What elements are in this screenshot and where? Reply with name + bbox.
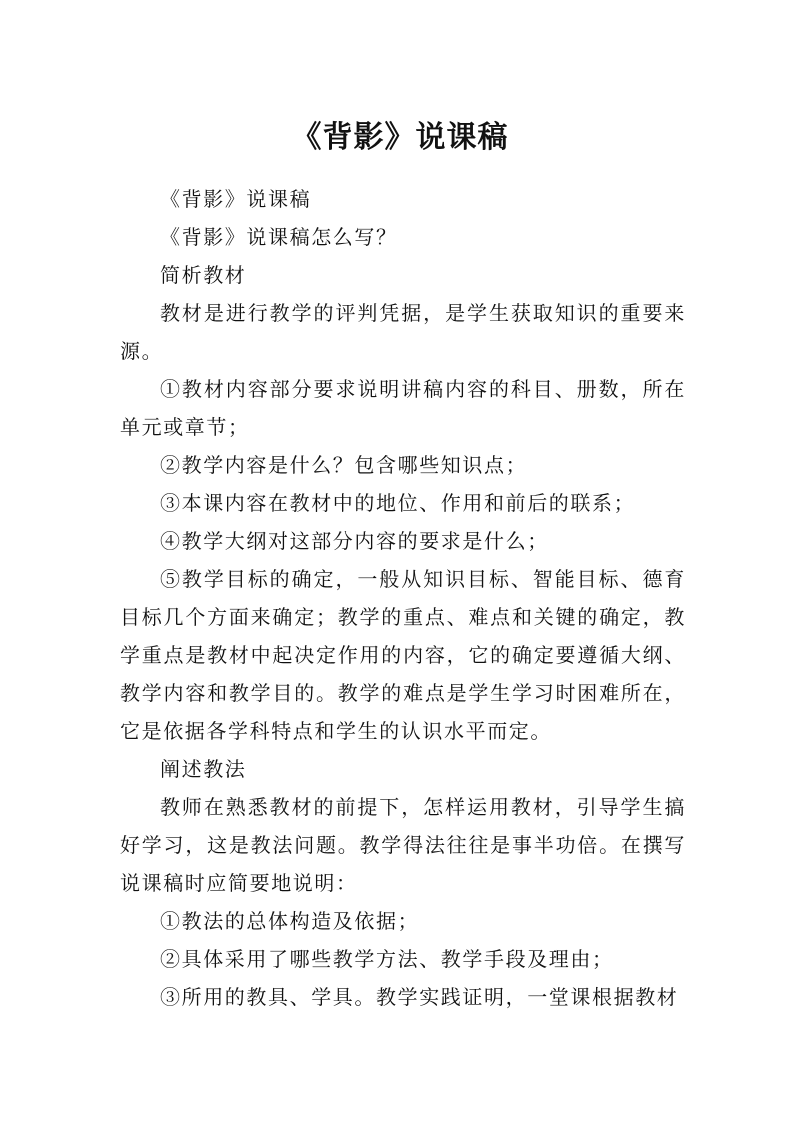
list-item: ②具体采用了哪些教学方法、教学手段及理由； xyxy=(160,947,614,971)
list-item: ⑤教学目标的确定，一般从知识目标、智能目标、德育目标几个方面来确定；教学的重点、难点和关键的确定，教学重点是教材中起决定作用的内容，它的确定要遵循大纲、教学内容和教学目的。教学的难点是学生学习时困难所在，它是依据各学科特点和学生的认识水平而定。 xyxy=(120,567,686,743)
list-item: ③本课内容在教材中的地位、作用和前后的联系； xyxy=(160,491,636,515)
list-item: ②教学内容是什么？包含哪些知识点； xyxy=(160,453,528,477)
list-item: ④教学大纲对这部分内容的要求是什么； xyxy=(160,529,549,553)
document-body xyxy=(120,180,686,1016)
section-heading-teaching-method: 阐述教法 xyxy=(160,757,247,781)
paragraph-question: 《背影》说课稿怎么写？ xyxy=(160,225,398,249)
list-item: ①教法的总体构造及依据； xyxy=(160,909,420,933)
paragraph: 教师在熟悉教材的前提下，怎样运用教材，引导学生搞好学习，这是教法问题。教学得法往往是事半功倍。在撰写说课稿时应简要地说明： xyxy=(120,795,686,895)
list-item: ①教材内容部分要求说明讲稿内容的科目、册数，所在单元或章节； xyxy=(120,377,686,439)
paragraph-heading-repeat: 《背影》说课稿 xyxy=(160,187,312,211)
list-item: ③所用的教具、学具。教学实践证明，一堂课根据教材 xyxy=(160,985,679,1009)
paragraph: 教材是进行教学的评判凭据，是学生获取知识的重要来源。 xyxy=(120,301,686,363)
document-title: 《背影》说课稿 xyxy=(291,120,509,156)
section-heading-analyze-textbook: 简析教材 xyxy=(160,263,247,287)
